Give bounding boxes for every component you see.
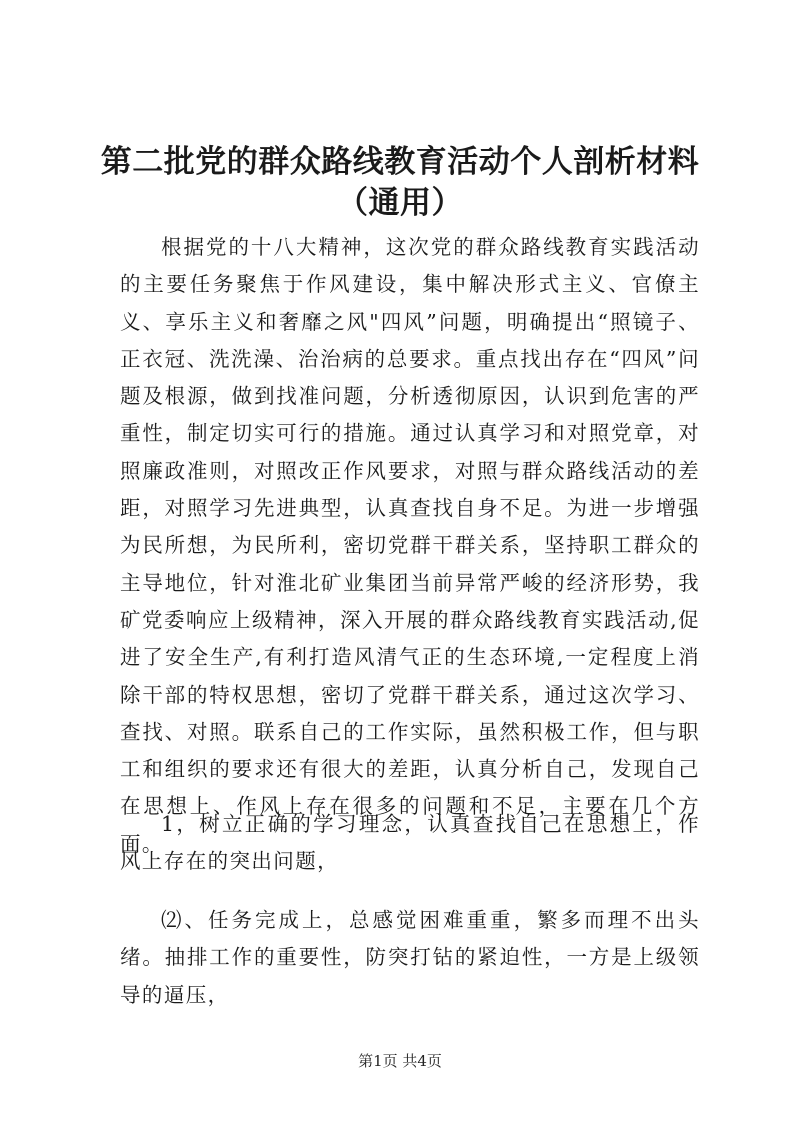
paragraph-intro: 根据党的十八大精神，这次党的群众路线教育实践活动的主要任务聚焦于作风建设，集中解决形式主义、官僚主义、享乐主义和奢靡之风"四风”问题，明确提出“照镜子、正衣冠、洗洗澡、治治病的总要求。重点找出存在“四风”问题及根源，做到找准问题，分析透彻原因，认识到危害的严重性，制定切实可行的措施。通过认真学习和对照党章，对照廉政准则，对照改正作风要求，对照与群众路线活动的差距，对照学习先进典型，认真查找自身不足。为进一步增强为民所想，为民所利，密切党群干群关系，坚持职工群众的主导地位，针对淮北矿业集团当前异常严峻的经济形势，我矿党委响应上级精神，深入开展的群众路线教育实践活动,促进了安全生产,有利打造风清气正的生态环境,一定程度上消除干部的特权思想，密切了党群干群关系，通过这次学习、查找、对照。联系自己的工作实际，虽然积极工作，但与职工和组织的要求还有很大的差距，认真分析自己，发现自己在思想上、作风上存在很多的问题和不足，主要在几个方面。: [120, 235, 700, 856]
paragraph-point-2: ⑵、任务完成上，总感觉困难重重，繁多而理不出头绪。抽排工作的重要性，防突打钻的紧迫性，一方是上级领导的逼压，: [120, 908, 700, 1007]
page-footer: 第1页 共4页: [358, 1052, 442, 1070]
paragraph-point-1: 1，树立正确的学习理念，认真查找自己在思想上，作风上存在的突出问题，: [120, 812, 700, 874]
document-title: 第二批党的群众路线教育活动个人剖析材料: [100, 144, 700, 180]
document-subtitle: （通用）: [337, 185, 463, 221]
